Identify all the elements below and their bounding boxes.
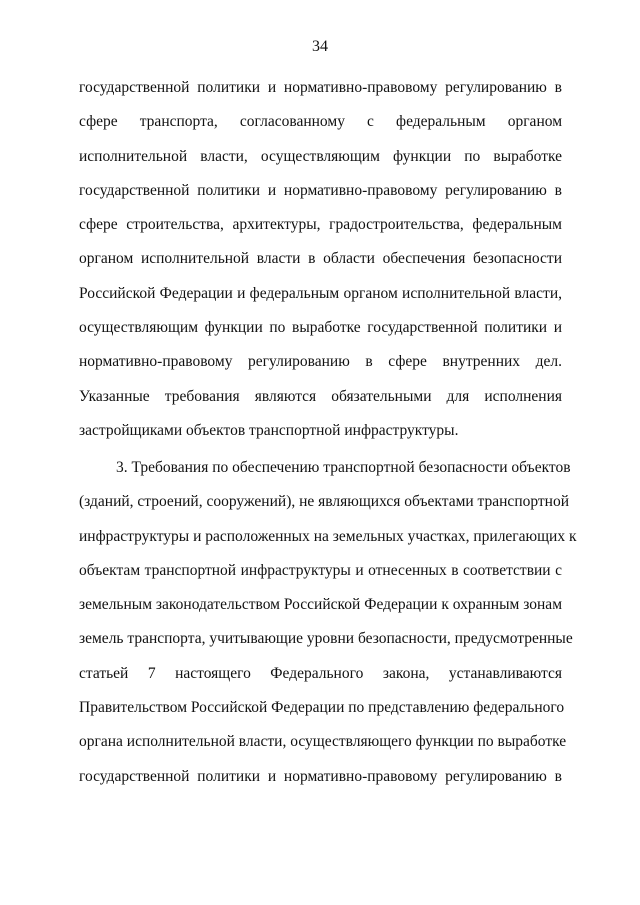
page-number: 34 — [312, 38, 328, 55]
text-line: (зданий, строений, сооружений), не являющихся объектами транспортной — [79, 493, 570, 511]
text-line: земель транспорта, учитывающие уровни безопасности, предусмотренные — [79, 630, 573, 648]
text-line: сфере строительства, архитектуры, градостроительства, федеральным — [79, 216, 562, 234]
text-line: Правительством Российской Федерации по представлению федерального — [79, 699, 565, 717]
text-line: земельным законодательством Российской Федерации к охранным зонам — [79, 596, 562, 614]
text-line: государственной политики и нормативно-правовому регулированию в — [79, 79, 562, 96]
text-line: государственной политики и нормативно-правовому регулированию в — [79, 181, 562, 199]
text-line: органа исполнительной власти, осуществляющего функции по выработке — [79, 733, 567, 751]
text-line: государственной политики и нормативно-правовому регулированию в — [79, 767, 562, 785]
text-line: Российской Федерации и федеральным органом исполнительной власти, — [79, 284, 562, 302]
paragraph-continuation — [79, 71, 562, 448]
text-line: нормативно-правовому регулированию в сфере внутренних дел. — [79, 353, 562, 371]
text-line: застройщиками объектов транспортной инфраструктуры. — [79, 421, 459, 439]
text-line: 3. Требования по обеспечению транспортной безопасности объектов — [116, 459, 571, 476]
text-line: осуществляющим функции по выработке государственной политики и — [79, 319, 562, 337]
text-line: сфере транспорта, согласованному с федеральным органом — [79, 113, 562, 131]
text-line: статьей 7 настоящего Федерального закона, устанавливаются — [79, 664, 562, 682]
text-line: Указанные требования являются обязательными для исполнения — [79, 387, 562, 405]
text-line: инфраструктуры и расположенных на земельных участках, прилегающих к — [79, 527, 577, 545]
text-line: исполнительной власти, осуществляющим функции по выработке — [79, 147, 562, 165]
text-line: органом исполнительной власти в области обеспечения безопасности — [79, 250, 562, 268]
text-line: объектам транспортной инфраструктуры и отнесенных в соответствии с — [79, 561, 562, 579]
paragraph-item-3 — [79, 451, 577, 794]
